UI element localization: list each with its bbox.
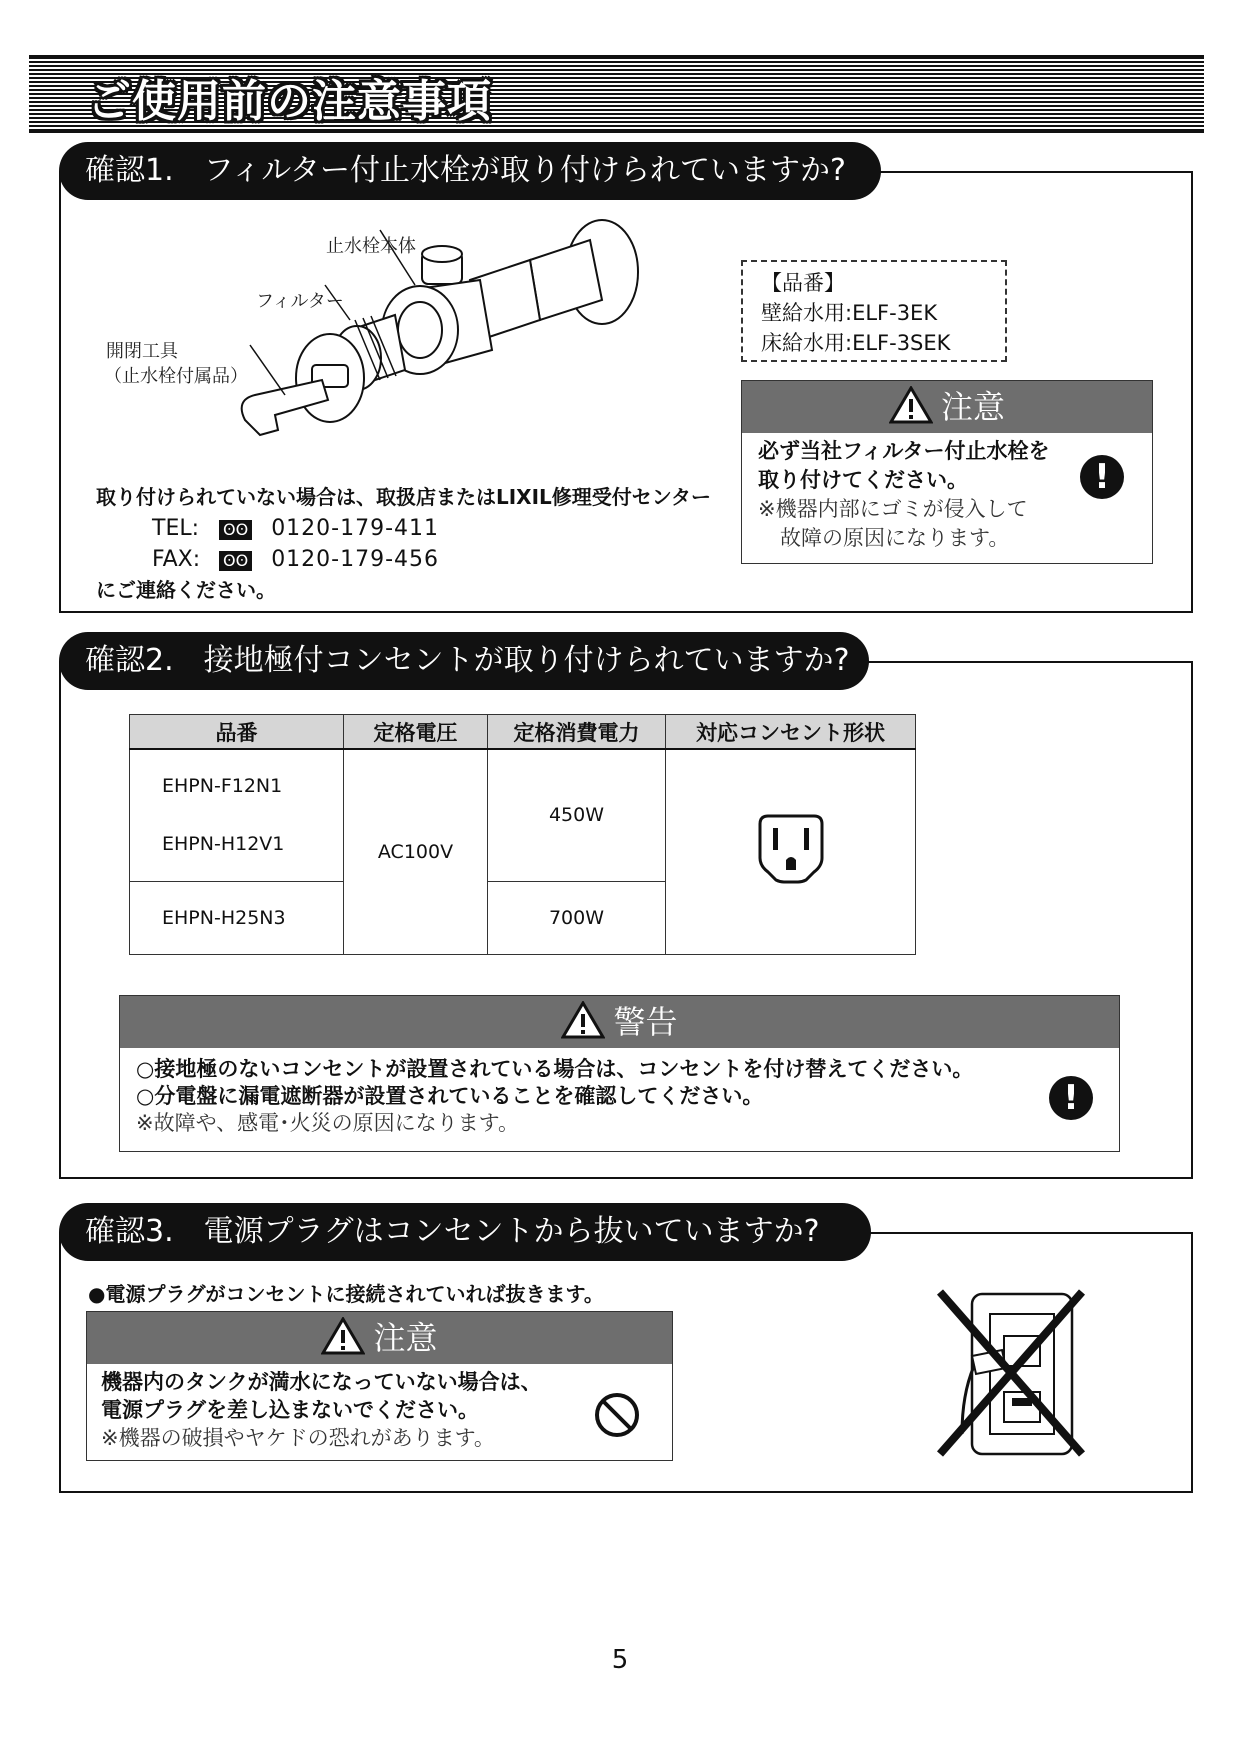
caution-line: 機器内のタンクが満水になっていない場合は、	[101, 1370, 542, 1394]
caution-line: 取り付けてください。	[758, 468, 968, 492]
warning-header: 警告	[120, 996, 1119, 1048]
contact-intro: 取り付けられていない場合は、取扱店またはLIXIL修理受付センター	[96, 485, 711, 509]
fax-number[interactable]: 0120-179-456	[271, 547, 440, 572]
table-cell-model: EHPN-H25N3	[130, 881, 344, 954]
table-cell-voltage: AC100V	[344, 749, 488, 954]
section-3-heading: 確認3. 電源プラグはコンセントから抜いていますか?	[59, 1203, 871, 1261]
warning-triangle-icon	[561, 1001, 605, 1039]
warning-box	[119, 995, 1120, 1152]
contact-outro: にご連絡ください。	[96, 578, 276, 602]
warning-line: ○接地極のないコンセントが設置されている場合は、コンセントを付け替えてください。	[136, 1057, 974, 1081]
caution-line: 電源プラグを差し込まないでください。	[101, 1398, 479, 1422]
tel-number[interactable]: 0120-179-411	[271, 516, 440, 541]
spec-table	[129, 714, 916, 955]
valve-illustration	[230, 210, 660, 480]
page-number: 5	[611, 1645, 629, 1675]
warning-note: ※故障や、感電･火災の原因になります。	[136, 1111, 519, 1135]
table-header: 定格電圧	[344, 715, 488, 750]
table-cell-outlet	[666, 749, 916, 954]
caution-line: 必ず当社フィルター付止水栓を	[758, 439, 1050, 463]
section-2-heading: 確認2. 接地極付コンセントが取り付けられていますか?	[59, 632, 869, 690]
warning-line: ○分電盤に漏電遮断器が設置されていることを確認してください。	[136, 1084, 764, 1108]
table-header: 対応コンセント形状	[666, 715, 916, 750]
caution-header: 注意	[87, 1312, 672, 1364]
section-1-heading: 確認1. フィルター付止水栓が取り付けられていますか?	[59, 142, 881, 200]
contact-block	[96, 482, 711, 606]
section-3-lead: ●電源プラグがコンセントに接続されていれば抜きます。	[88, 1282, 604, 1306]
part-number-floor: 床給水用:ELF-3SEK	[761, 331, 951, 355]
grounded-outlet-icon	[756, 812, 826, 886]
label-tool-sub: （止水栓付属品）	[104, 366, 248, 387]
label-valve-body: 止水栓本体	[326, 236, 416, 257]
part-number-box	[741, 260, 1007, 362]
plug-prohibited-illustration	[932, 1284, 1092, 1464]
table-header: 定格消費電力	[488, 715, 666, 750]
caution-note: ※機器の破損やヤケドの恐れがあります。	[101, 1426, 495, 1450]
label-filter: フィルター	[256, 291, 344, 312]
page-header	[29, 55, 1204, 133]
fax-label: FAX:	[152, 547, 201, 572]
caution-box-1	[741, 380, 1153, 564]
table-cell-power: 700W	[488, 881, 666, 954]
table-cell-power: 450W	[488, 749, 666, 881]
part-number-title: 【品番】	[761, 271, 845, 295]
caution-header: 注意	[742, 381, 1152, 433]
table-cell-models: EHPN-F12N1 EHPN-H12V1	[130, 749, 344, 881]
part-number-wall: 壁給水用:ELF-3EK	[761, 301, 938, 325]
page-title: ご使用前の注意事項	[87, 76, 492, 127]
caution-box-3	[86, 1311, 673, 1461]
label-tool: 開閉工具	[106, 341, 178, 362]
exclamation-circle-icon: !	[1049, 1076, 1093, 1120]
freedial-icon: ʘʘ	[219, 520, 252, 540]
freedial-icon: ʘʘ	[219, 551, 252, 571]
warning-triangle-icon	[321, 1317, 365, 1355]
exclamation-circle-icon: !	[1080, 455, 1124, 499]
warning-triangle-icon	[889, 386, 933, 424]
table-header: 品番	[130, 715, 344, 750]
prohibition-icon	[593, 1391, 641, 1439]
caution-note: ※機器内部にゴミが侵入して	[758, 497, 1028, 521]
caution-note: 故障の原因になります。	[780, 526, 1010, 550]
tel-label: TEL:	[152, 516, 200, 541]
